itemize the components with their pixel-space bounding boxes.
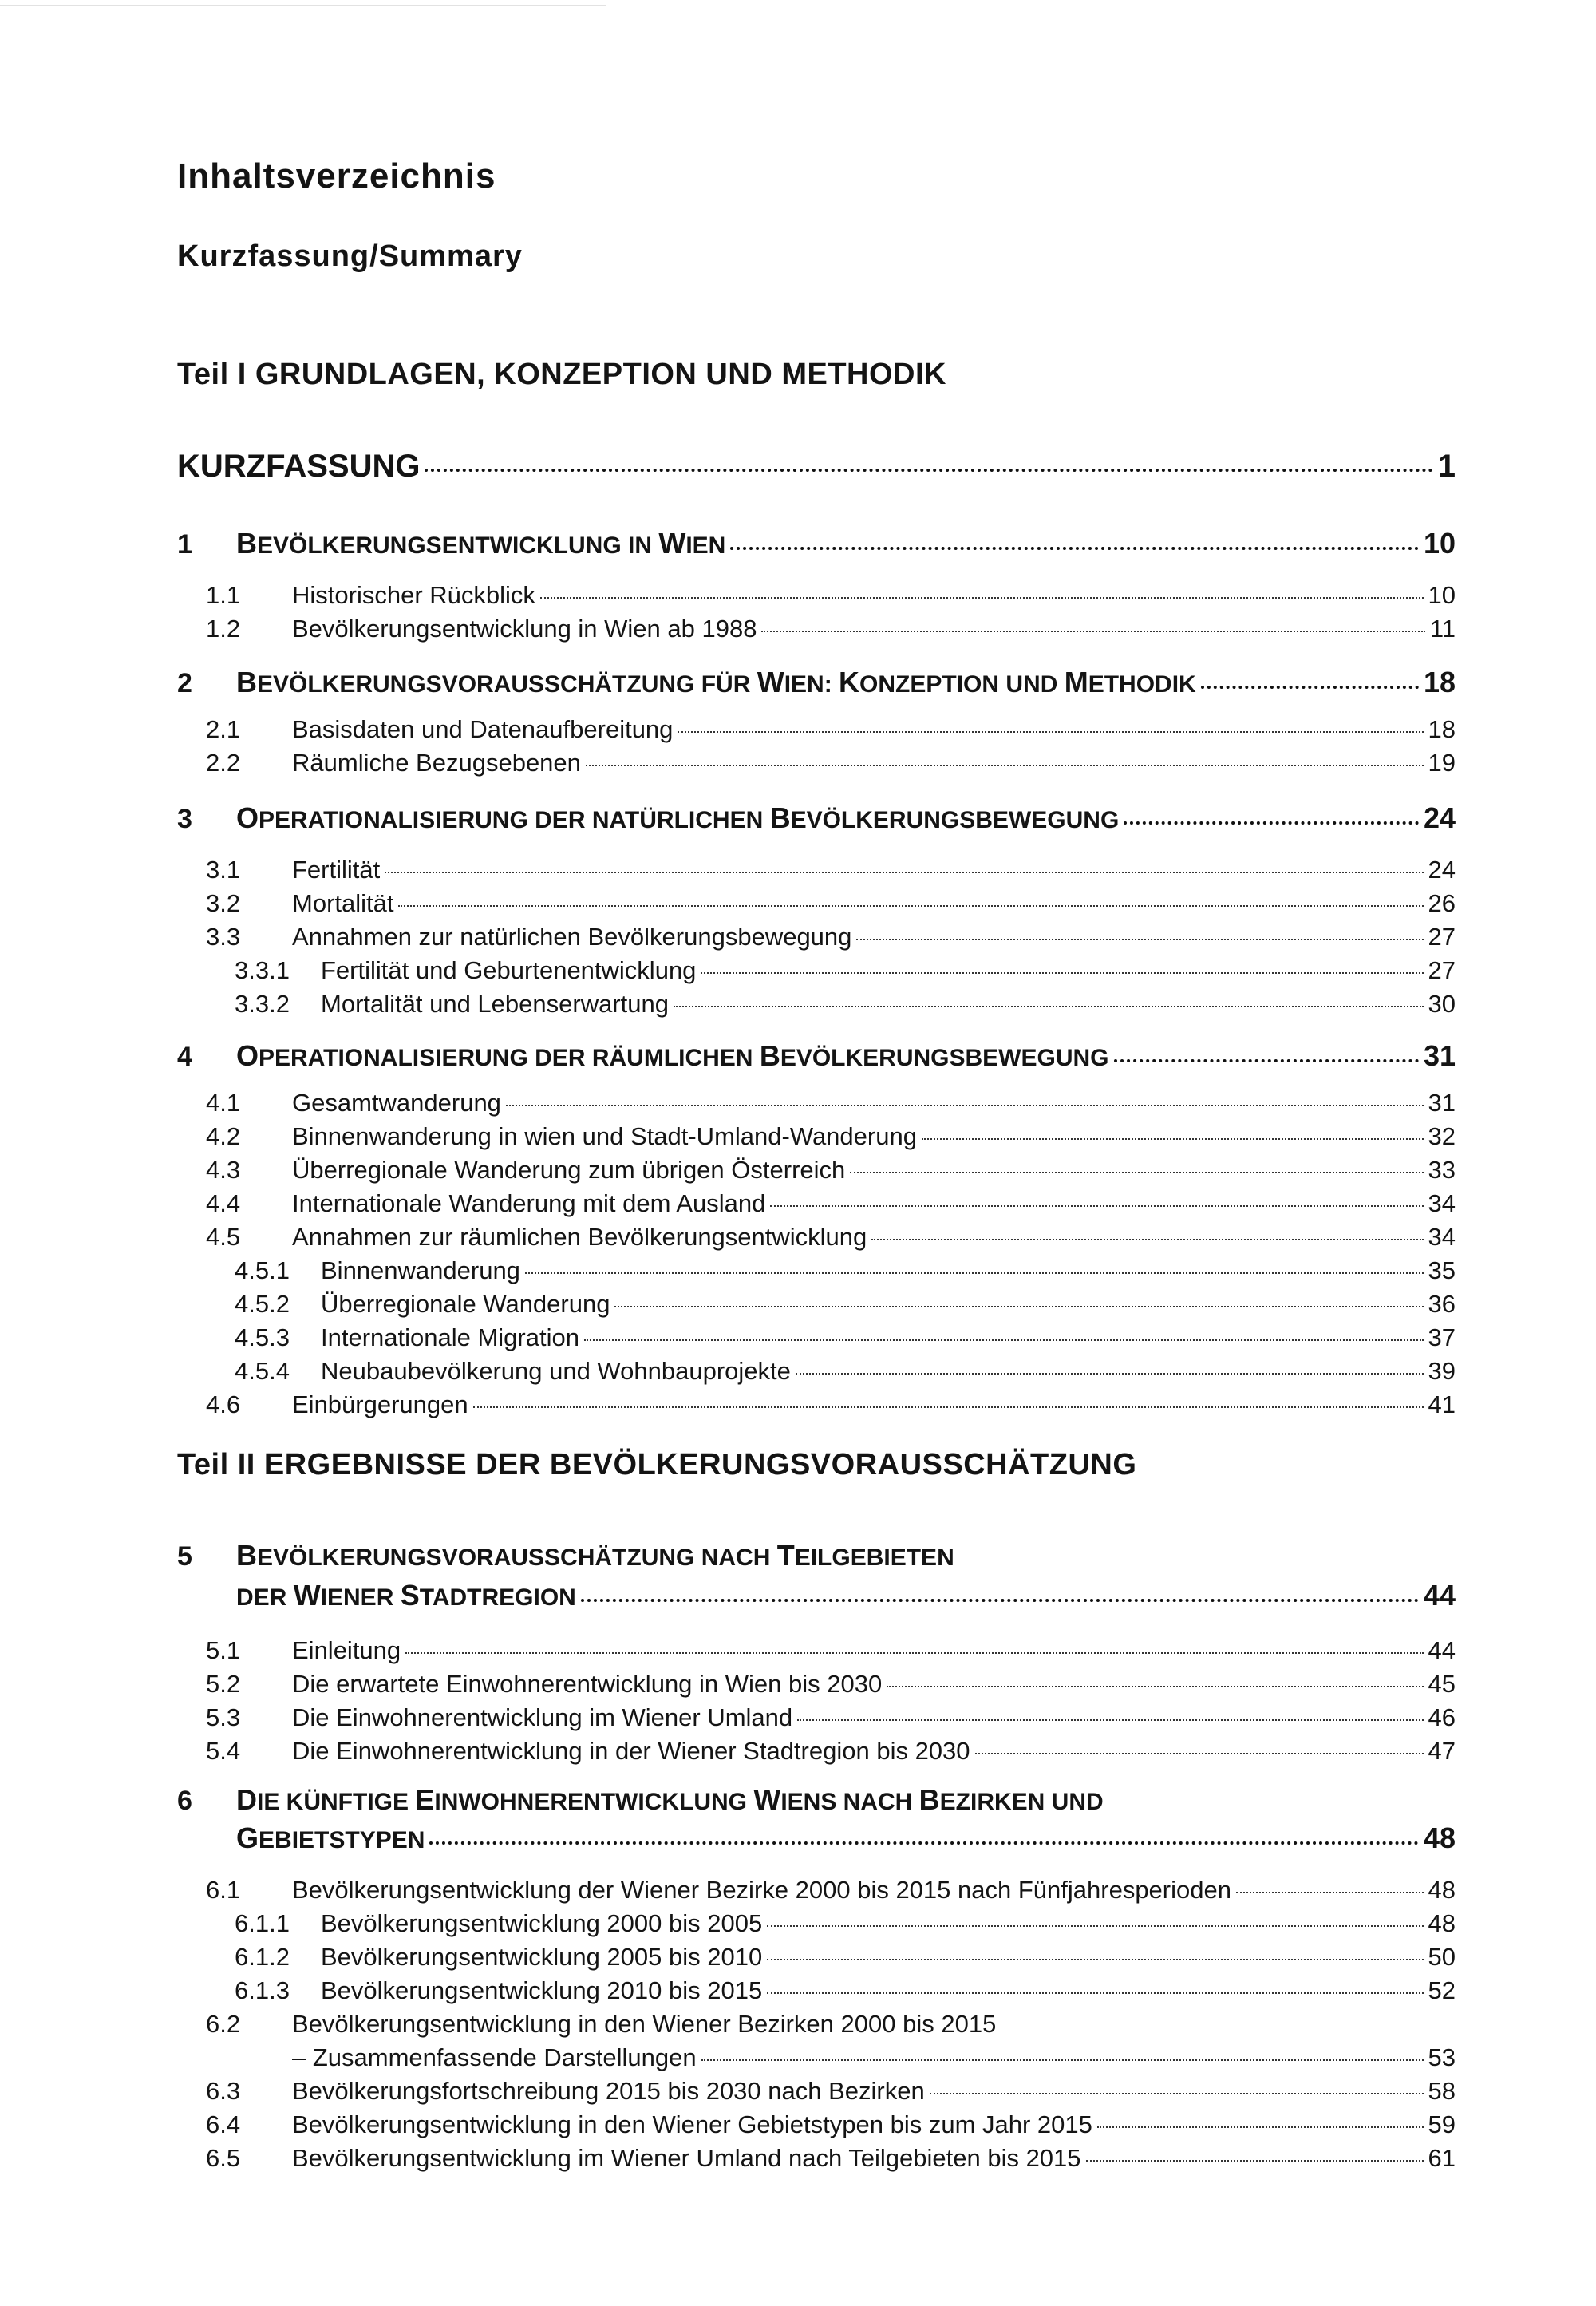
toc-section-6-1[interactable] bbox=[206, 1876, 1456, 1905]
toc-section-6-1-2[interactable] bbox=[235, 1943, 1456, 1972]
section-page: 36 bbox=[1428, 1290, 1456, 1318]
section-page: 50 bbox=[1428, 1943, 1456, 1971]
section-number: 4.5.1 bbox=[235, 1256, 290, 1284]
toc-section-3-3-1[interactable] bbox=[235, 956, 1456, 985]
toc-title: Inhaltsverzeichnis bbox=[177, 156, 496, 196]
section-title: Räumliche Bezugsebenen bbox=[292, 749, 581, 777]
section-number: 5.3 bbox=[206, 1703, 241, 1731]
dot-leader bbox=[770, 1205, 1423, 1207]
section-page: 19 bbox=[1428, 749, 1456, 777]
section-page: 27 bbox=[1428, 956, 1456, 984]
toc-section-5-2[interactable] bbox=[206, 1670, 1456, 1699]
section-number: 4.1 bbox=[206, 1089, 241, 1117]
dot-leader bbox=[1086, 2160, 1424, 2162]
toc-section-6-1-3[interactable] bbox=[235, 1976, 1456, 2005]
chapter-page: 31 bbox=[1423, 1039, 1456, 1072]
section-title: Bevölkerungsentwicklung der Wiener Bezirke 2000 bis 2015 nach Fünfjahresperioden bbox=[292, 1876, 1231, 1904]
dot-leader bbox=[525, 1272, 1424, 1274]
toc-section-3-3-2[interactable] bbox=[235, 990, 1456, 1019]
section-page: 34 bbox=[1428, 1189, 1456, 1217]
section-number: 5.1 bbox=[206, 1636, 241, 1664]
toc-section-2-2[interactable] bbox=[206, 749, 1456, 777]
section-page: 31 bbox=[1428, 1089, 1456, 1117]
dot-leader bbox=[767, 1959, 1423, 1960]
section-page: 27 bbox=[1428, 923, 1456, 951]
section-title: Gesamtwanderung bbox=[292, 1089, 501, 1117]
dot-leader bbox=[385, 872, 1423, 873]
section-title: Die Einwohnerentwicklung in der Wiener Stadtregion bis 2030 bbox=[292, 1737, 970, 1765]
chapter-title: DIE KÜNFTIGE EINWOHNERENTWICKLUNG WIENS NACH BEZIRKEN UND bbox=[236, 1783, 1104, 1816]
section-number: 6.3 bbox=[206, 2077, 241, 2105]
chapter-title-continued: GEBIETSTYPEN bbox=[236, 1821, 425, 1854]
section-title: Fertilität bbox=[292, 856, 381, 884]
section-number: 4.5.2 bbox=[235, 1290, 290, 1318]
toc-section-4-5-1[interactable] bbox=[235, 1256, 1456, 1285]
chapter-title: BEVÖLKERUNGSENTWICKLUNG IN WIEN bbox=[236, 527, 726, 560]
toc-section-4-5-3[interactable] bbox=[235, 1323, 1456, 1352]
toc-section-1-1[interactable] bbox=[206, 581, 1456, 610]
chapter-number: 1 bbox=[177, 529, 192, 560]
section-number: 4.4 bbox=[206, 1189, 241, 1217]
section-page: 48 bbox=[1428, 1876, 1456, 1904]
section-page: 47 bbox=[1428, 1737, 1456, 1765]
section-title: Internationale Migration bbox=[321, 1323, 579, 1351]
section-number: 4.6 bbox=[206, 1390, 241, 1418]
section-number: 6.2 bbox=[206, 2010, 241, 2038]
toc-section-6-4[interactable] bbox=[206, 2110, 1456, 2139]
dot-leader bbox=[506, 1105, 1424, 1106]
dot-leader bbox=[405, 1652, 1423, 1654]
dot-leader bbox=[1124, 821, 1419, 825]
dot-leader bbox=[796, 1373, 1424, 1375]
section-number: 1.2 bbox=[206, 615, 241, 643]
section-number: 6.1.2 bbox=[235, 1943, 290, 1971]
chapter-number: 4 bbox=[177, 1042, 192, 1072]
toc-section-5-1[interactable] bbox=[206, 1636, 1456, 1665]
section-title: Bevölkerungsentwicklung 2010 bis 2015 bbox=[321, 1976, 763, 2004]
section-title: Die Einwohnerentwicklung im Wiener Umland bbox=[292, 1703, 793, 1731]
section-number: 6.5 bbox=[206, 2144, 241, 2172]
section-page: 48 bbox=[1428, 1909, 1456, 1937]
dot-leader bbox=[678, 731, 1423, 733]
section-page: 30 bbox=[1428, 990, 1456, 1018]
toc-section-4-1[interactable] bbox=[206, 1089, 1456, 1117]
chapter-page: 24 bbox=[1423, 801, 1456, 834]
section-number: 5.2 bbox=[206, 1670, 241, 1698]
toc-section-6-2-cont[interactable] bbox=[292, 2043, 1456, 2072]
section-title: Bevölkerungsentwicklung im Wiener Umland nach Teilgebieten bis 2015 bbox=[292, 2144, 1081, 2172]
chapter-title: BEVÖLKERUNGSVORAUSSCHÄTZUNG FÜR WIEN: KONZEPTION UND METHODIK bbox=[236, 666, 1196, 698]
section-title: Fertilität und Geburtenentwicklung bbox=[321, 956, 697, 984]
toc-chapter-2[interactable] bbox=[177, 666, 1456, 699]
dot-leader bbox=[1201, 686, 1419, 689]
chapter-page: 44 bbox=[1423, 1579, 1456, 1612]
toc-section-6-2[interactable] bbox=[206, 2010, 1456, 2039]
dot-leader bbox=[584, 1339, 1424, 1341]
section-page: 59 bbox=[1428, 2110, 1456, 2138]
chapter-page: 10 bbox=[1423, 527, 1456, 560]
section-number: 3.3.2 bbox=[235, 990, 290, 1018]
dot-leader bbox=[975, 1753, 1424, 1754]
section-title: Annahmen zur räumlichen Bevölkerungsentwicklung bbox=[292, 1223, 867, 1251]
section-page: 39 bbox=[1428, 1357, 1456, 1385]
dot-leader bbox=[398, 905, 1423, 907]
toc-section-4-4[interactable] bbox=[206, 1189, 1456, 1218]
toc-chapter-5-line2[interactable] bbox=[236, 1579, 1456, 1612]
section-number: 3.3.1 bbox=[235, 956, 290, 984]
section-number: 4.5.3 bbox=[235, 1323, 290, 1351]
section-number: 4.2 bbox=[206, 1122, 241, 1150]
dot-leader bbox=[797, 1719, 1423, 1721]
section-page: 11 bbox=[1429, 615, 1456, 643]
toc-section-4-5-2[interactable] bbox=[235, 1290, 1456, 1319]
section-title: Historischer Rückblick bbox=[292, 581, 535, 609]
dot-leader bbox=[581, 1599, 1419, 1602]
toc-chapter-3[interactable] bbox=[177, 801, 1456, 835]
section-number: 5.4 bbox=[206, 1737, 241, 1765]
section-title: Bevölkerungsentwicklung 2000 bis 2005 bbox=[321, 1909, 763, 1937]
section-page: 46 bbox=[1428, 1703, 1456, 1731]
section-number: 6.1.3 bbox=[235, 1976, 290, 2004]
section-page: 26 bbox=[1428, 889, 1456, 917]
dot-leader bbox=[930, 2093, 1424, 2094]
dot-leader bbox=[1097, 2126, 1424, 2128]
section-title: Bevölkerungsentwicklung 2005 bis 2010 bbox=[321, 1943, 763, 1971]
dot-leader bbox=[429, 1841, 1419, 1845]
section-title: Einbürgerungen bbox=[292, 1390, 468, 1418]
section-number: 1.1 bbox=[206, 581, 241, 609]
section-number: 3.2 bbox=[206, 889, 241, 917]
toc-chapter-5-line1[interactable] bbox=[177, 1539, 954, 1572]
chapter-title: BEVÖLKERUNGSVORAUSSCHÄTZUNG NACH TEILGEBIETEN bbox=[236, 1539, 954, 1572]
chapter-number: 6 bbox=[177, 1786, 192, 1816]
toc-section-4-5[interactable] bbox=[206, 1223, 1456, 1252]
toc-section-4-2[interactable] bbox=[206, 1122, 1456, 1151]
toc-section-6-5[interactable] bbox=[206, 2144, 1456, 2173]
chapter-title-continued: DER WIENER STADTREGION bbox=[236, 1579, 576, 1612]
dot-leader bbox=[1236, 1892, 1424, 1893]
section-title: Internationale Wanderung mit dem Ausland bbox=[292, 1189, 766, 1217]
toc-section-4-6[interactable] bbox=[206, 1390, 1456, 1419]
dot-leader bbox=[586, 765, 1424, 766]
dot-leader bbox=[701, 2059, 1424, 2061]
section-title: Überregionale Wanderung zum übrigen Österreich bbox=[292, 1156, 846, 1184]
chapter-number: 3 bbox=[177, 804, 192, 834]
part1-heading: Teil I GRUNDLAGEN, KONZEPTION UND METHODIK bbox=[177, 358, 946, 391]
section-title: Binnenwanderung bbox=[321, 1256, 520, 1284]
section-title: Einleitung bbox=[292, 1636, 401, 1664]
scan-edge-line bbox=[0, 5, 606, 6]
part2-heading: Teil II ERGEBNISSE DER BEVÖLKERUNGSVORAUSSCHÄTZUNG bbox=[177, 1448, 1137, 1481]
section-title: Bevölkerungsentwicklung in Wien ab 1988 bbox=[292, 615, 757, 643]
section-title: Neubaubevölkerung und Wohnbauprojekte bbox=[321, 1357, 791, 1385]
section-page: 18 bbox=[1428, 715, 1456, 743]
toc-chapter-1[interactable] bbox=[177, 527, 1456, 560]
dot-leader bbox=[856, 939, 1423, 940]
dot-leader bbox=[540, 597, 1424, 599]
toc-section-5-4[interactable] bbox=[206, 1737, 1456, 1766]
section-page: 33 bbox=[1428, 1156, 1456, 1184]
section-title: Mortalität bbox=[292, 889, 394, 917]
section-number: 2.2 bbox=[206, 749, 241, 777]
section-page: 58 bbox=[1428, 2077, 1456, 2105]
section-number: 6.1.1 bbox=[235, 1909, 290, 1937]
section-title: Mortalität und Lebenserwartung bbox=[321, 990, 669, 1018]
dot-leader bbox=[767, 1925, 1423, 1927]
toc-section-6-3[interactable] bbox=[206, 2077, 1456, 2106]
section-page: 24 bbox=[1428, 856, 1456, 884]
section-page: 35 bbox=[1428, 1256, 1456, 1284]
section-number: 3.3 bbox=[206, 923, 241, 951]
chapter-page: 48 bbox=[1423, 1821, 1456, 1854]
section-number: 3.1 bbox=[206, 856, 241, 884]
section-page: 44 bbox=[1428, 1636, 1456, 1664]
toc-section-3-2[interactable] bbox=[206, 889, 1456, 918]
section-page: 41 bbox=[1428, 1390, 1456, 1418]
dot-leader bbox=[425, 469, 1432, 472]
toc-entry-kurzfassung[interactable] bbox=[177, 449, 1456, 485]
toc-chapter-4[interactable] bbox=[177, 1039, 1456, 1073]
section-title: Bevölkerungsentwicklung in den Wiener Gebietstypen bis zum Jahr 2015 bbox=[292, 2110, 1092, 2138]
dot-leader bbox=[761, 631, 1424, 632]
dot-leader bbox=[674, 1006, 1424, 1007]
section-number: 2.1 bbox=[206, 715, 241, 743]
toc-section-1-2[interactable] bbox=[206, 615, 1456, 643]
dot-leader bbox=[701, 972, 1423, 974]
toc-section-4-3[interactable] bbox=[206, 1156, 1456, 1185]
section-title-continued: – Zusammenfassende Darstellungen bbox=[292, 2043, 697, 2071]
section-number: 4.5 bbox=[206, 1223, 241, 1251]
dot-leader bbox=[1114, 1059, 1419, 1062]
toc-chapter-6-line2[interactable] bbox=[236, 1821, 1456, 1855]
section-number: 4.3 bbox=[206, 1156, 241, 1184]
section-page: 34 bbox=[1428, 1223, 1456, 1251]
toc-section-5-3[interactable] bbox=[206, 1703, 1456, 1732]
summary-heading: Kurzfassung/Summary bbox=[177, 239, 523, 273]
toc-section-3-3[interactable] bbox=[206, 923, 1456, 951]
section-number: 4.5.4 bbox=[235, 1357, 290, 1385]
section-title: Bevölkerungsfortschreibung 2015 bis 2030 nach Bezirken bbox=[292, 2077, 925, 2105]
dot-leader bbox=[922, 1138, 1424, 1140]
kurzfassung-page: 1 bbox=[1437, 449, 1456, 484]
section-page: 37 bbox=[1428, 1323, 1456, 1351]
toc-section-3-1[interactable] bbox=[206, 856, 1456, 884]
section-page: 53 bbox=[1428, 2043, 1456, 2071]
section-page: 32 bbox=[1428, 1122, 1456, 1150]
chapter-number: 2 bbox=[177, 668, 192, 698]
section-title: Basisdaten und Datenaufbereitung bbox=[292, 715, 674, 743]
section-title: Die erwartete Einwohnerentwicklung in Wien bis 2030 bbox=[292, 1670, 883, 1698]
chapter-title: OPERATIONALISIERUNG DER RÄUMLICHEN BEVÖLKERUNGSBEWEGUNG bbox=[236, 1039, 1109, 1072]
section-number: 6.1 bbox=[206, 1876, 241, 1904]
section-title: Annahmen zur natürlichen Bevölkerungsbewegung bbox=[292, 923, 852, 951]
toc-chapter-6-line1[interactable] bbox=[177, 1783, 1104, 1817]
dot-leader bbox=[887, 1686, 1423, 1687]
dot-leader bbox=[850, 1172, 1423, 1173]
section-number: 6.4 bbox=[206, 2110, 241, 2138]
section-title: Binnenwanderung in wien und Stadt-Umland-Wanderung bbox=[292, 1122, 917, 1150]
section-page: 52 bbox=[1428, 1976, 1456, 2004]
section-page: 61 bbox=[1428, 2144, 1456, 2172]
dot-leader bbox=[767, 1992, 1423, 1994]
toc-section-4-5-4[interactable] bbox=[235, 1357, 1456, 1386]
dot-leader bbox=[614, 1306, 1423, 1307]
kurzfassung-label: KURZFASSUNG bbox=[177, 449, 421, 484]
toc-section-6-1-1[interactable] bbox=[235, 1909, 1456, 1938]
chapter-number: 5 bbox=[177, 1541, 192, 1572]
chapter-page: 18 bbox=[1423, 666, 1456, 698]
section-page: 10 bbox=[1428, 581, 1456, 609]
dot-leader bbox=[473, 1406, 1424, 1408]
chapter-title: OPERATIONALISIERUNG DER NATÜRLICHEN BEVÖLKERUNGSBEWEGUNG bbox=[236, 801, 1120, 834]
dot-leader bbox=[730, 547, 1419, 550]
toc-section-2-1[interactable] bbox=[206, 715, 1456, 744]
section-title: Überregionale Wanderung bbox=[321, 1290, 610, 1318]
section-title: Bevölkerungsentwicklung in den Wiener Bezirken 2000 bis 2015 bbox=[292, 2010, 997, 2038]
dot-leader bbox=[871, 1239, 1423, 1240]
section-page: 45 bbox=[1428, 1670, 1456, 1698]
